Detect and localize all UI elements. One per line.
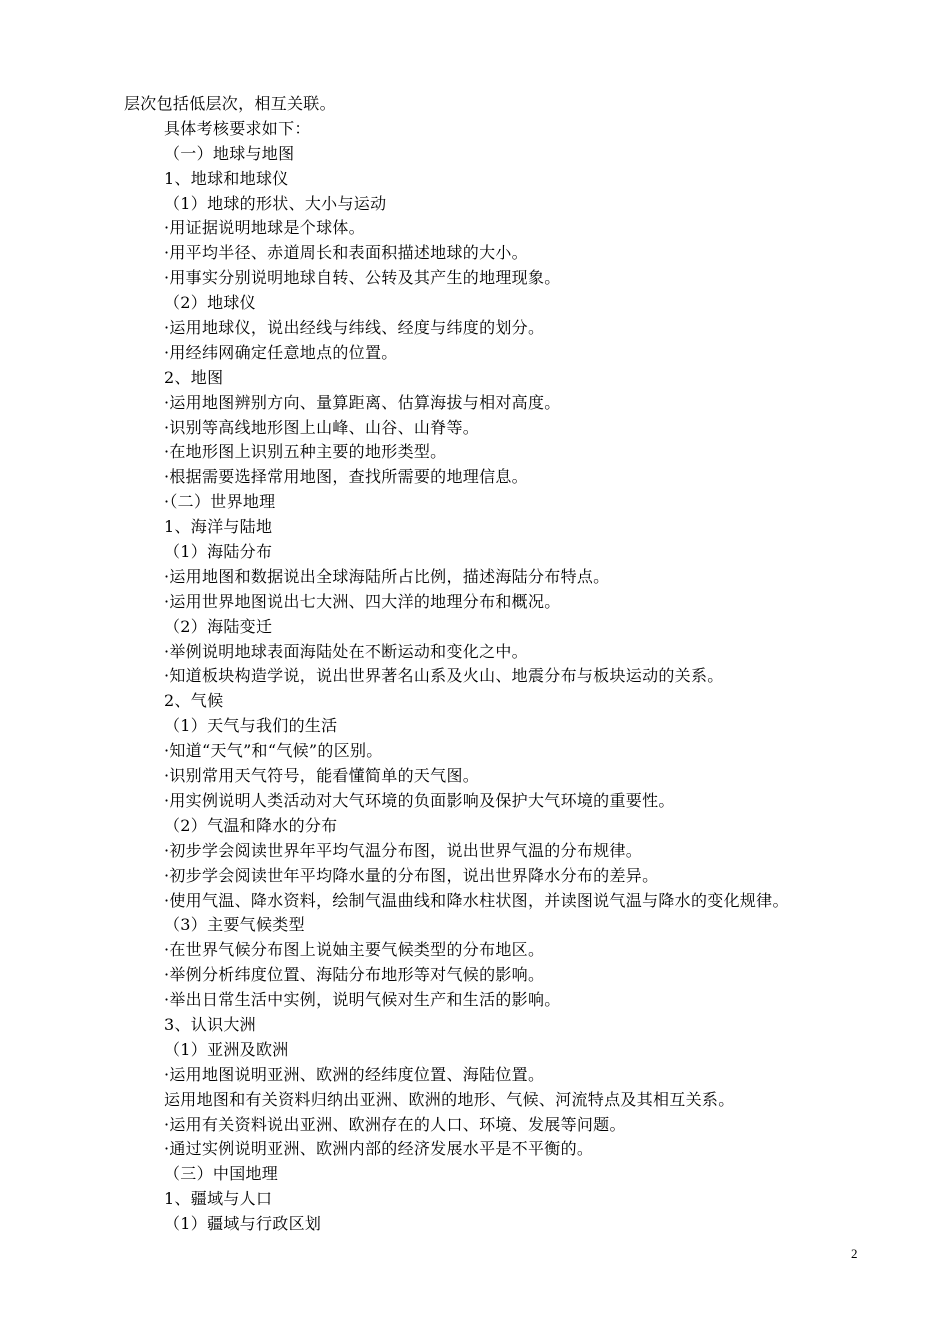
text-line: （1）地球的形状、大小与运动 (164, 193, 387, 213)
text-line: 2、气候 (164, 691, 224, 711)
text-line: （3）主要气候类型 (164, 915, 305, 935)
text-line: ·在地形图上识别五种主要的地形类型。 (164, 442, 447, 462)
text-line: ·用事实分别说明地球自转、公转及其产生的地理现象。 (164, 268, 561, 288)
text-line: ·运用地图和数据说出全球海陆所占比例，描述海陆分布特点。 (164, 566, 610, 586)
text-line: ·运用世界地图说出七大洲、四大洋的地理分布和概况。 (164, 591, 561, 611)
text-line: 1、海洋与陆地 (164, 517, 273, 537)
text-line: ·识别常用天气符号，能看懂简单的天气图。 (164, 766, 480, 786)
text-line: （三）中国地理 (164, 1164, 279, 1184)
text-line: （1）海陆分布 (164, 542, 273, 562)
text-line: 2、地图 (164, 367, 224, 387)
text-line: （2）地球仪 (164, 293, 256, 313)
text-line: （1）疆域与行政区划 (164, 1214, 322, 1234)
text-line: ·用经纬网确定任意地点的位置。 (164, 342, 398, 362)
text-line: ·通过实例说明亚洲、欧洲内部的经济发展水平是不平衡的。 (164, 1139, 594, 1159)
text-line: ·举例说明地球表面海陆处在不断运动和变化之中。 (164, 641, 528, 661)
text-line: ·识别等高线地形图上山峰、山谷、山脊等。 (164, 417, 480, 437)
text-line: ·根据需要选择常用地图，查找所需要的地理信息。 (164, 467, 528, 487)
text-line: （2）气温和降水的分布 (164, 815, 338, 835)
text-line: ·知道板块构造学说，说出世界著名山系及火山、地震分布与板块运动的关系。 (164, 666, 724, 686)
text-line: ·举例分析纬度位置、海陆分布地形等对气候的影响。 (164, 965, 545, 985)
text-line: 具体考核要求如下： (164, 118, 311, 138)
text-line: （1）亚洲及欧洲 (164, 1039, 289, 1059)
text-line: 1、疆域与人口 (164, 1189, 273, 1209)
text-line: ·运用有关资料说出亚洲、欧洲存在的人口、环境、发展等问题。 (164, 1114, 626, 1134)
text-line: （一）地球与地图 (164, 143, 295, 163)
text-line: ·初步学会阅读世界年平均气温分布图，说出世界气温的分布规律。 (164, 840, 643, 860)
text-line: ·运用地图辨别方向、量算距离、估算海拔与相对高度。 (164, 392, 561, 412)
document-body (124, 92, 894, 1237)
text-line: ·运用地图说明亚洲、欧洲的经纬度位置、海陆位置。 (164, 1064, 545, 1084)
text-line: 3、认识大洲 (164, 1014, 256, 1034)
text-line: 层次包括低层次，相互关联。 (124, 94, 336, 113)
text-line: ·举出日常生活中实例，说明气候对生产和生活的影响。 (164, 990, 561, 1010)
text-line: ·初步学会阅读世年平均降水量的分布图，说出世界降水分布的差异。 (164, 865, 659, 885)
text-line: ·用证据说明地球是个球体。 (164, 218, 365, 238)
text-line: ·运用地球仪，说出经线与纬线、经度与纬度的划分。 (164, 318, 545, 338)
text-line: ·在世界气候分布图上说妯主要气候类型的分布地区。 (164, 940, 545, 960)
text-line: ·（二）世界地理 (164, 492, 276, 512)
page-number: 2 (851, 1246, 858, 1261)
text-line: ·用实例说明人类活动对大气环境的负面影响及保护大气环境的重要性。 (164, 790, 675, 810)
text-line: ·使用气温、降水资料，绘制气温曲线和降水柱状图，并读图说气温与降水的变化规律。 (164, 890, 789, 910)
text-line: 1、地球和地球仪 (164, 168, 289, 188)
text-line: （2）海陆变迁 (164, 616, 273, 636)
text-line: ·知道“天气”和“气候”的区别。 (164, 741, 383, 761)
text-line: （1）天气与我们的生活 (164, 716, 338, 736)
text-line: ·用平均半径、赤道周长和表面积描述地球的大小。 (164, 243, 528, 263)
text-line: 运用地图和有关资料归纳出亚洲、欧洲的地形、气候、河流特点及其相互关系。 (164, 1089, 735, 1109)
